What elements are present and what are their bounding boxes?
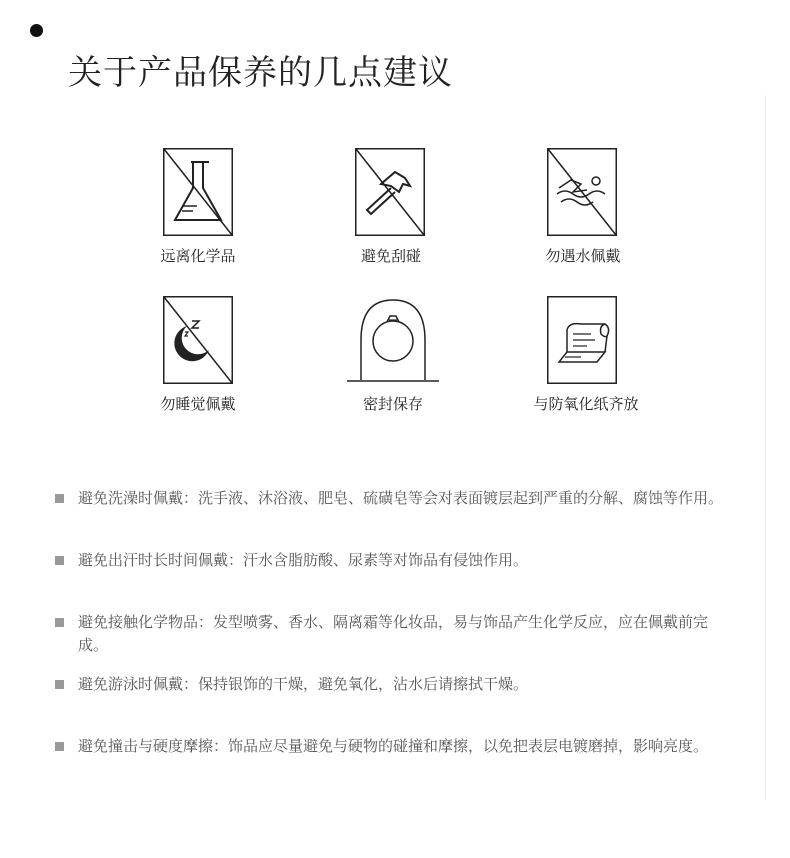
list-item [55,735,735,758]
square-bullet-icon [55,680,64,689]
list-item [55,487,735,510]
square-bullet-icon [55,742,64,751]
icon-label: 远离化学品 [160,247,236,265]
list-item [55,611,735,657]
tip-text: 避免出汗时长时间佩戴：汗水含脂肪酸、尿素等对饰品有侵蚀作用。 [78,551,529,569]
no-chemicals-icon [163,148,233,236]
icon-label: 避免刮碰 [360,247,421,265]
list-item [55,549,735,572]
sealed-ring-icon [345,296,441,384]
anti-oxidation-paper-icon [547,296,617,384]
page-title: 关于产品保养的几点建议 [68,52,453,93]
title-bullet [30,24,43,37]
divider [765,95,766,800]
square-bullet-icon [55,556,64,565]
square-bullet-icon [55,618,64,627]
no-swimming-icon [547,148,617,236]
no-hammer-icon [355,148,425,236]
no-sleeping-icon [163,296,233,384]
square-bullet-icon [55,494,64,503]
icon-label: 与防氧化纸齐放 [533,395,639,413]
tip-text: 避免洗澡时佩戴：洗手液、沐浴液、肥皂、硫磺皂等会对表面镀层起到严重的分解、腐蚀等作用。 [78,489,724,507]
icon-label: 勿睡觉佩戴 [160,395,236,413]
icon-label: 勿遇水佩戴 [545,247,621,265]
list-item [55,673,735,696]
tip-text: 避免接触化学物品：发型喷雾、香水、隔离霜等化妆品，易与饰品产生化学反应，应在佩戴前完成。 [78,613,709,654]
icon-label: 密封保存 [362,395,423,413]
tip-text: 避免游泳时佩戴：保持银饰的干燥，避免氧化，沾水后请擦拭干燥。 [78,675,529,693]
tip-text: 避免撞击与硬度摩擦：饰品应尽量避免与硬物的碰撞和摩擦，以免把表层电镀磨掉，影响亮度。 [78,737,709,755]
